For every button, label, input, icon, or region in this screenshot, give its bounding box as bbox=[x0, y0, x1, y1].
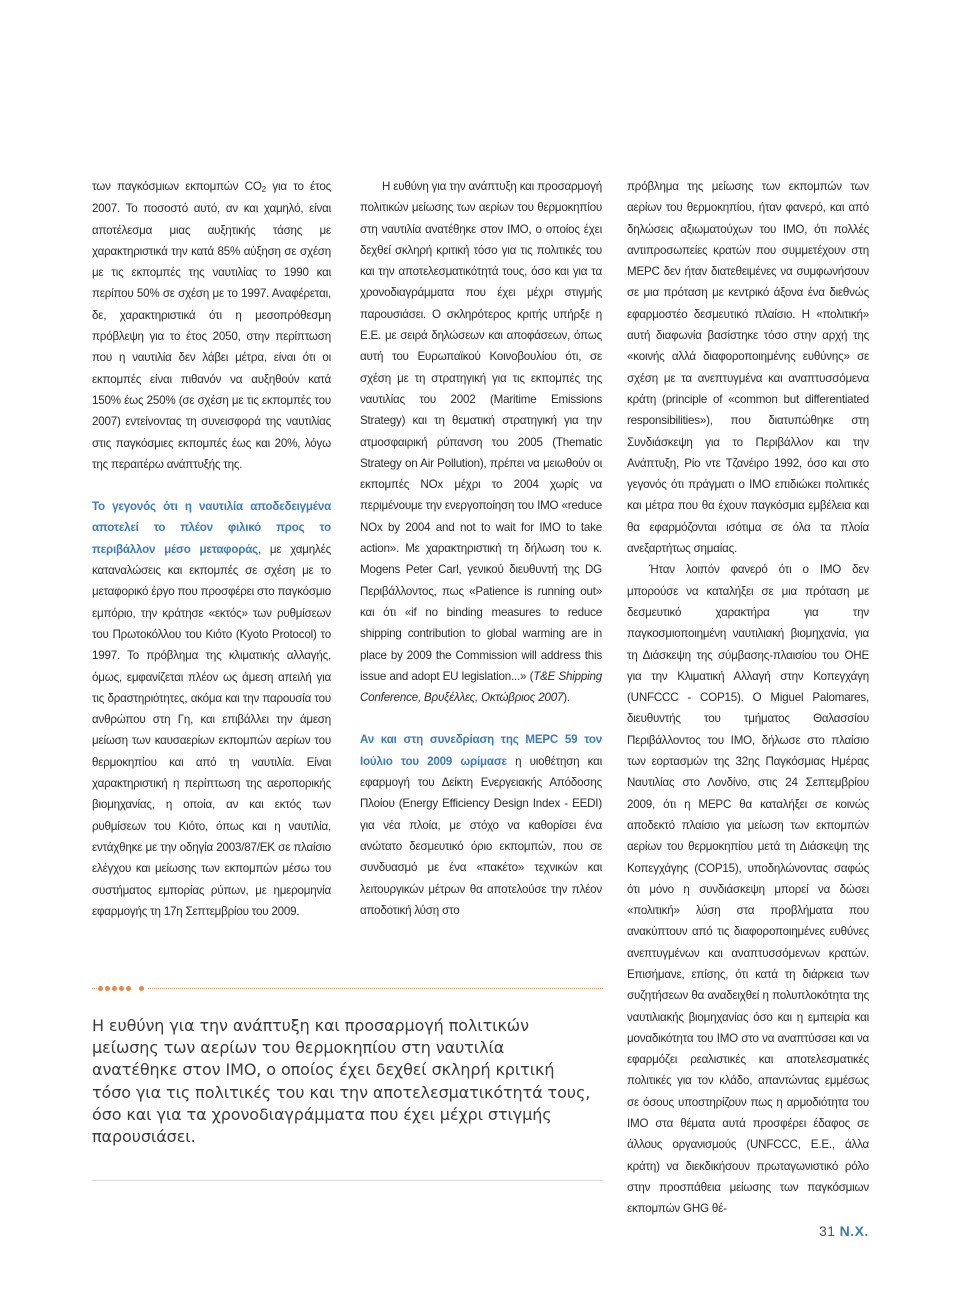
highlight-text: Το γεγονός ότι η ναυτιλία αποδεδειγμένα αποτελεί το πλέον φιλικό προς το περιβάλλον μέσο μεταφοράς bbox=[92, 500, 331, 556]
pull-quote-dots-icon bbox=[98, 982, 148, 994]
column-2 bbox=[360, 176, 602, 921]
column-3 bbox=[627, 176, 869, 1220]
col3-paragraph-2: Ήταν λοιπόν φανερό ότι ο IMO δεν μπορούσε να καταλήξει σε μια πρόταση με δεσμευτικό χαρακτήρα για την παγκοσμιοποιημένη ναυτιλιακή βιομηχανία, για τη Διάσκεψη της σύμβασης-πλαισίου του ΟΗΕ για την Κλιματική Αλλαγή στην Κοπεγχάγη (UNFCCC - COP15). Ο Miguel Palomares, διευθυντής του τμήματος Θαλασσίου Περιβάλλοντος του IMO, δήλωσε στο πλαίσιο των εορτασμών της 32ης Παγκόσμιας Ημέρας Ναυτιλίας στο Λονδίνο, στις 24 Σεπτεμβρίου 2009, ότι η MEPC θα καταλήξει σε κοινώς αποδεκτό πλαίσιο για μείωση των εκπομπών αερίων του θερμοκηπίου μετά τη Διάσκεψη της Κοπεγχάγης (COP15), υποδηλώνοντας σαφώς ότι μόνο η συνδιάσκεψη μπορεί να δώσει «πολιτική» λύση στα προβλήματα που ανακύπτουν από τις διαφοροποιημένες ευθύνες ανεπτυγμένων και αναπτυσσόμενων κρατών. Επισήμανε, επίσης, ότι κατά τη διάρκεια των συζητήσεων θα αναδειχθεί η πολυπλοκότητα της ναυτιλιακής βιομηχανίας όσο και η εμπειρία και μοναδικότητα του IMO στο να αναπτύσσει και να εφαρμόζει ρεαλιστικές και αποτελεσματικές πολιτικές για τον κλάδο, απαντώντας εμμέσως σε όσους υποστηρίζουν πως η αρμοδιότητα του IMO στα θέματα αυτά προσφέρει έδαφος σε άλλους οργανισμούς (UNFCCC, Ε.Ε., άλλα κράτη) να διεκδικήσουν πρωταγωνιστικό ρόλο στην προσπάθεια μείωσης των παγκόσμιων εκπομπών GHG θέ- bbox=[627, 563, 869, 1216]
pull-quote: Η ευθύνη για την ανάπτυξη και προσαρμογή πολιτικών μείωσης των αερίων του θερμοκηπίου στη ναυτιλία ανατέθηκε στον IMO, ο οποίος έχει δεχθεί σκληρή κριτική τόσο για τις πολιτικές του και την αποτελεσματικότητά τους, όσο και για τα χρονοδιαγράμματα που έχει μέχρι στιγμής παρουσιάσει. bbox=[92, 1016, 591, 1147]
magazine-logo: N.X. bbox=[839, 1223, 869, 1239]
citation: T&E Shipping Conference, Βρυξέλλες, Οκτώβριος 2007 bbox=[360, 669, 602, 705]
col2-paragraph-2: Αν και στη συνεδρίαση της MEPC 59 τον Ιούλιο του 2009 ωρίμασε η υιοθέτηση και εφαρμογή του Δείκτη Ενεργειακής Απόδοσης Πλοίου (Energy Efficiency Design Index - EEDI) για νέα πλοία, με στόχο να καθορίσει ένα ανώτατο δεσμευτικό όριο εκπομπών, που σε συνδυασμό με ένα «πακέτο» τεχνικών και λειτουργικών μέτρων θα αποτελούσε την πλέον αποδοτική λύση στο bbox=[360, 733, 602, 917]
page-footer bbox=[819, 1223, 869, 1239]
pull-quote-top-rule bbox=[92, 988, 603, 989]
col3-paragraph-1: πρόβλημα της μείωσης των εκπομπών των αερίων του θερμοκηπίου, ήταν φανερό, και από δηλώσεις αξιωματούχων του IMO, ότι πολλές αντιπροσωπείες κρατών που συμμετέχουν στη MEPC δεν ήταν διατεθειμένες να συμφωνήσουν σε μια πρόταση με κεντρικό άξονα ένα διεθνώς εφαρμοστέο δεσμευτικό πλαίσιο. Η «πολιτική» αυτή διαφωνία βασίστηκε τόσο στην αρχή της «κοινής αλλά διαφοροποιημένης ευθύνης» σε σχέση με τα ανεπτυγμένα και αναπτυσσόμενα κράτη (principle of «common but differentiated responsibilities»), που διατυπώθηκε στη Συνδιάσκεψη για το Περιβάλλον και την Ανάπτυξη, Ρίο ντε Τζανέιρο 1992, όσο και στο γεγονός ότι πράγματι ο IMO επιδιώκει πολιτικές και μέτρα που θα έχουν παγκόσμια εμβέλεια και θα εφαρμόζονται ισότιμα σε όλα τα πλοία ανεξαρτήτως σημαίας. bbox=[627, 180, 869, 556]
col1-paragraph-2: Το γεγονός ότι η ναυτιλία αποδεδειγμένα αποτελεί το πλέον φιλικό προς το περιβάλλον μέσο μεταφοράς, με χαμηλές καταναλώσεις και εκπομπές σε σχέση με το μεταφορικό έργο που προσφέρει στο παγκόσμιο εμπόριο, την κράτησε «εκτός» των ρυθμίσεων του Πρωτοκόλλου του Κιότο (Kyoto Protocol) το 1997. Το πρόβλημα της κλιματικής αλλαγής, όμως, εμφανίζεται πλέον ως άμεση απειλή για τις δραστηριότητες, ακόμα και την παρουσία του ανθρώπου στη Γη, και επιβάλλει την άμεση μείωση των καυσαερίων εκπομπών αερίων του θερμοκηπίου και από τη ναυτιλία. Είναι χαρακτηριστική η περίπτωση της αεροπορικής βιομηχανίας, η οποία, αν και εκτός των ρυθμίσεων του Κιότο, όπως και η ναυτιλία, εντάχθηκε με την οδηγία 2003/87/ΕΚ σε πλαίσιο ελέγχου και μείωσης των εκπομπών μέσω του συστήματος εμπορίας ρύπων, με ημερομηνία εφαρμογής τη 17η Σεπτεμβρίου του 2009. bbox=[92, 500, 331, 918]
col1-paragraph-1: των παγκόσμιων εκπομπών $CO_2$ για το έτος 2007. Το ποσοστό αυτό, αν και χαμηλό, είναι αποτέλεσμα μιας αυξητικής τάσης με χαρακτηριστικά την κατά 85% αύξηση σε σχέση με τις εκπομπές της ναυτιλίας το 1990 και περίπου 50% σε σχέση με το 1997. Αναφέρεται, δε, χαρακτηριστικά ότι η μεσοπρόθεσμη πρόβλεψη για το έτος 2050, στην περίπτωση που η ναυτιλία δεν λάβει μέτρα, είναι ότι οι εκπομπές είναι πιθανόν να αυξηθούν κατά 150% έως 250% (σε σχέση με τις εκπομπές του 2007) εντείνοντας τη συνεισφορά της ναυτιλίας στις παγκόσμιες εκπομπές έως και 20%, λόγω της περαιτέρω ανάπτυξής της. bbox=[92, 180, 331, 471]
page-number: 31 bbox=[819, 1223, 836, 1239]
col2-paragraph-1: Η ευθύνη για την ανάπτυξη και προσαρμογή πολιτικών μείωσης των αερίων του θερμοκηπίου στη ναυτιλία ανατέθηκε στον IMO, ο οποίος έχει δεχθεί σκληρή κριτική τόσο για τις πολιτικές του και την αποτελεσματικότητά τους, όσο και για τα χρονοδιαγράμματα που έχει μέχρι στιγμής παρουσιάσει. Ο σκληρότερος κριτής υπήρξε η Ε.Ε. με σειρά δηλώσεων και αποφάσεων, όπως αυτή του Ευρωπαϊκού Κοινοβουλίου ότι, σε σχέση με τη στρατηγική για τις εκπομπές της ναυτιλίας του 2002 (Maritime Emissions Strategy) και τη θεματική στρατηγική για την ατμοσφαιρική ρύπανση του 2005 (Thematic Strategy on Air Pollution), πρέπει να μειωθούν οι εκπομπές NOx μέχρι το 2004 χωρίς να περιμένουμε την ενεργοποίηση του IMO «reduce NOx by 2004 and not to wait for IMO to take action». Με χαρακτηριστική τη δήλωση του κ. Mogens Peter Carl, γενικού διευθυντή της DG Περιβάλλοντος, πως «Patience is running out» και ότι «if no binding measures to reduce shipping contribution to global warming are in place by 2009 the Commission will address this issue and adopt EU legislation...» (T&E Shipping Conference, Βρυξέλλες, Οκτώβριος 2007). bbox=[360, 180, 602, 705]
column-1 bbox=[92, 176, 331, 922]
highlight-text: Αν και στη συνεδρίαση της MEPC 59 τον Ιούλιο του 2009 ωρίμασε bbox=[360, 733, 602, 768]
pull-quote-bottom-rule bbox=[92, 1180, 603, 1181]
